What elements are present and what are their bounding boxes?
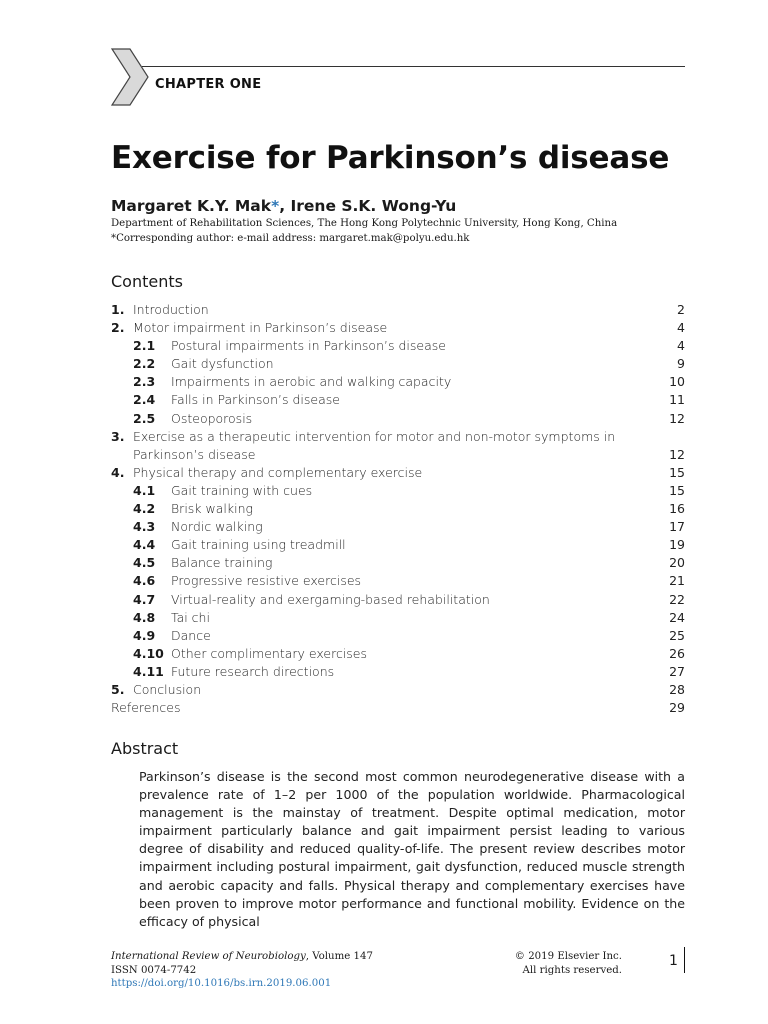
toc-entry-title[interactable]: Introduction xyxy=(133,302,209,317)
toc-entry[interactable] xyxy=(111,663,685,681)
toc-entry-number: 2.5 xyxy=(133,410,156,426)
toc-entry-page: 4 xyxy=(677,338,685,354)
toc-entry-title[interactable]: Dance xyxy=(171,627,211,643)
toc-entry-number: 4.9 xyxy=(133,627,156,643)
toc-entry-title[interactable]: Virtual-reality and exergaming-based rehabilitation xyxy=(171,591,490,607)
toc-entry[interactable] xyxy=(111,373,685,391)
author-name: Margaret K.Y. Mak xyxy=(111,197,272,215)
toc-entry-page: 4 xyxy=(677,320,685,336)
toc-entry-page: 20 xyxy=(669,555,685,571)
toc-entry[interactable] xyxy=(111,554,685,572)
toc-entry-page: 27 xyxy=(669,663,685,679)
chapter-chevron-icon xyxy=(110,48,150,106)
toc-entry-title[interactable]: Brisk walking xyxy=(171,501,254,517)
page-number-rule xyxy=(684,947,685,973)
toc-entry-page: 15 xyxy=(669,464,685,480)
toc-entry-title[interactable]: Osteoporosis xyxy=(171,410,253,426)
toc-entry-title[interactable]: Gait dysfunction xyxy=(171,356,274,372)
toc-entry-title[interactable]: Exercise as a therapeutic intervention for motor and non-motor symptoms in xyxy=(133,428,616,444)
toc-entry[interactable] xyxy=(111,337,685,355)
page-number: 1 xyxy=(669,953,678,969)
affiliation-department: Department of Rehabilitation Sciences, The Hong Kong Polytechnic University, Hong Kong, China xyxy=(111,218,618,229)
corresponding-author-link[interactable]: * xyxy=(271,197,280,215)
author-line xyxy=(111,197,456,215)
toc-entry-title[interactable]: Tai chi xyxy=(171,609,210,625)
toc-entry[interactable] xyxy=(111,301,685,319)
journal-name: International Review of Neurobiology xyxy=(111,951,306,962)
toc-entry-number: 4.7 xyxy=(133,591,156,607)
toc-entry[interactable] xyxy=(111,446,685,464)
toc-entry-page: 22 xyxy=(669,591,685,607)
toc-entry[interactable] xyxy=(111,482,685,500)
abstract-heading: Abstract xyxy=(111,739,179,758)
toc-entry[interactable] xyxy=(111,391,685,409)
toc-entry[interactable] xyxy=(111,500,685,518)
toc-entry[interactable] xyxy=(111,410,685,428)
toc-entry-page: 12 xyxy=(669,446,685,462)
toc-entry-page: 10 xyxy=(669,374,685,390)
toc-entry-number: 1. xyxy=(111,302,125,317)
doi-link[interactable]: https://doi.org/10.1016/bs.irn.2019.06.001 xyxy=(111,978,332,989)
toc-entry-title[interactable]: Falls in Parkinson’s disease xyxy=(171,392,340,408)
toc-entry[interactable] xyxy=(111,681,685,699)
toc-entry[interactable] xyxy=(111,699,685,717)
toc-entry-number: 4.8 xyxy=(133,609,156,625)
toc-entry[interactable] xyxy=(111,464,685,482)
toc-entry-page: 9 xyxy=(677,356,685,372)
toc-entry-title[interactable]: Physical therapy and complementary exercise xyxy=(133,464,423,480)
toc-entry-page: 15 xyxy=(669,482,685,498)
toc-entry-title[interactable]: Progressive resistive exercises xyxy=(171,573,362,589)
citation-block xyxy=(111,950,373,991)
toc-entry-title[interactable]: Future research directions xyxy=(171,663,335,679)
toc-entry-number: 4.3 xyxy=(133,519,156,535)
toc-entry[interactable] xyxy=(111,319,685,337)
toc-entry-page: 21 xyxy=(669,573,685,589)
toc-entry-number: 2.1 xyxy=(133,338,156,354)
copyright-block xyxy=(505,950,622,977)
toc-entry[interactable] xyxy=(111,355,685,373)
toc-entry-number: 4.1 xyxy=(133,482,156,498)
journal-volume: , Volume 147 xyxy=(305,951,373,962)
toc-entry-number: 4.6 xyxy=(133,573,156,589)
toc-entry-page: 17 xyxy=(669,519,685,535)
toc-entry-number: 2.3 xyxy=(133,374,156,390)
toc-entry-page: 12 xyxy=(669,410,685,426)
issn: ISSN 0074-7742 xyxy=(111,964,197,976)
toc-entry[interactable] xyxy=(111,609,685,627)
toc-entry-number: 4.5 xyxy=(133,555,156,571)
copyright: © 2019 Elsevier Inc. xyxy=(514,951,622,962)
toc-entry[interactable] xyxy=(111,572,685,590)
toc-entry-page: 28 xyxy=(669,681,685,697)
toc-entry-page: 29 xyxy=(669,700,685,716)
chapter-title: Exercise for Parkinson’s disease xyxy=(111,140,670,176)
rights: All rights reserved. xyxy=(522,964,622,976)
toc-entry-page: 2 xyxy=(677,302,685,317)
toc-entry-title[interactable]: Gait training using treadmill xyxy=(171,537,346,553)
toc-entry[interactable] xyxy=(111,428,685,446)
toc-entry-page: 26 xyxy=(669,645,685,661)
toc-entry-title[interactable]: Gait training with cues xyxy=(171,482,313,498)
toc-entry-title[interactable]: Other complimentary exercises xyxy=(171,645,368,661)
author-separator: , xyxy=(279,197,291,215)
toc-entry-title[interactable]: References xyxy=(111,700,181,716)
toc-entry[interactable] xyxy=(111,591,685,609)
toc-entry-number: 2. xyxy=(111,320,125,336)
toc-entry-title[interactable]: Nordic walking xyxy=(171,519,263,535)
toc-entry-page: 19 xyxy=(669,537,685,553)
toc-entry-title[interactable]: Impairments in aerobic and walking capacity xyxy=(171,374,452,390)
toc-entry-title[interactable]: Motor impairment in Parkinson’s disease xyxy=(133,320,388,336)
toc-entry[interactable] xyxy=(111,627,685,645)
toc-entry[interactable] xyxy=(111,518,685,536)
toc-entry-title[interactable]: Conclusion xyxy=(133,681,202,697)
contents-heading: Contents xyxy=(111,272,183,291)
toc-entry-number: 4.2 xyxy=(133,501,156,517)
toc-entry-number: 4.4 xyxy=(133,537,156,553)
toc-entry[interactable] xyxy=(111,536,685,554)
abstract-text: Parkinson’s disease is the second most common neurodegenerative disease with a prevalence rate of 1–2 per 1000 of the population worldwide. Pharmacological management is the mainstay of treatment. Despite optimal medication, motor impairment particularly balance and gait impairment persist leading to various degree of disability and reduced quality-of-life. The present review describes motor impairment including postural impairment, gait dysfunction, reduced muscle strength and aerobic capacity and falls. Physical therapy and complementary exercises have been proven to improve motor performance and functional mobility. Evidence on the efficacy of physical xyxy=(139,769,685,929)
toc-entry-page: 25 xyxy=(669,627,685,643)
toc-entry-page: 16 xyxy=(669,501,685,517)
chapter-label: CHAPTER ONE xyxy=(155,77,262,92)
table-of-contents xyxy=(111,301,685,717)
toc-entry-number: 4.10 xyxy=(133,645,164,661)
toc-entry-number: 5. xyxy=(111,681,125,697)
toc-entry-page: 11 xyxy=(669,392,685,408)
toc-entry-number: 3. xyxy=(111,428,125,444)
affiliation-block xyxy=(111,216,617,246)
toc-entry-page: 24 xyxy=(669,609,685,625)
toc-entry-title[interactable]: Balance training xyxy=(171,555,273,571)
corresponding-author-note: *Corresponding author: e-mail address: margaret.mak@polyu.edu.hk xyxy=(111,233,470,244)
toc-entry-number: 4.11 xyxy=(133,663,164,679)
author-name: Irene S.K. Wong-Yu xyxy=(290,197,457,215)
toc-entry-title[interactable]: Parkinson’s disease xyxy=(133,446,256,462)
toc-entry-number: 2.2 xyxy=(133,356,156,372)
toc-entry-title[interactable]: Postural impairments in Parkinson’s disease xyxy=(171,338,446,354)
toc-entry-number: 2.4 xyxy=(133,392,156,408)
toc-entry[interactable] xyxy=(111,645,685,663)
chapter-rule xyxy=(142,66,685,67)
toc-entry-number: 4. xyxy=(111,464,125,480)
